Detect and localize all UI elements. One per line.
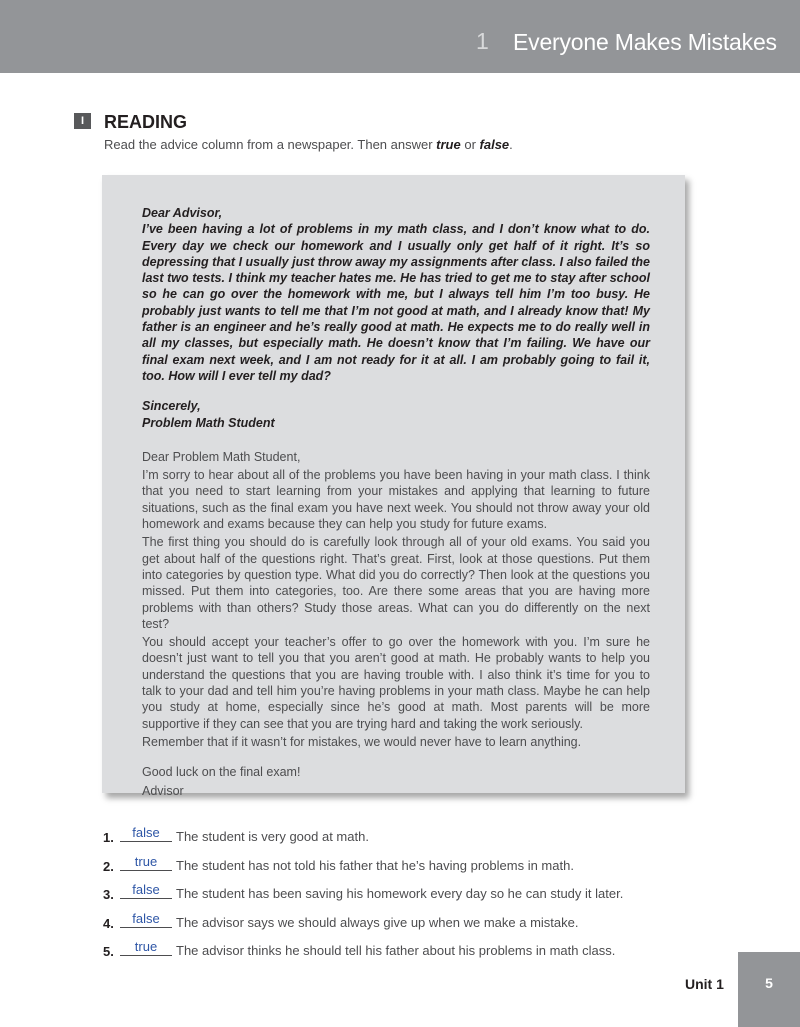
page-number-tab	[738, 952, 800, 1027]
letter-closing: Sincerely,	[142, 399, 201, 414]
answer-text: false	[132, 882, 160, 897]
section-badge: I	[74, 113, 91, 129]
answer-blank[interactable]	[120, 824, 172, 842]
reply-section	[142, 449, 650, 799]
question-number: 3.	[103, 887, 114, 902]
question-item	[103, 853, 703, 882]
true-false-questions	[103, 824, 703, 967]
instructions-true: true	[436, 137, 461, 152]
advice-column-content	[142, 205, 650, 801]
question-item	[103, 881, 703, 910]
question-statement: The student has not told his father that he’s having problems in math.	[176, 857, 574, 873]
instructions-or: or	[460, 137, 480, 152]
unit-title: Everyone Makes Mistakes	[513, 29, 777, 55]
answer-blank[interactable]	[120, 881, 172, 899]
letter-signature: Problem Math Student	[142, 415, 275, 430]
instructions	[104, 137, 513, 152]
question-number: 1.	[103, 830, 114, 845]
footer-unit-label: Unit 1	[685, 976, 724, 992]
question-statement: The advisor thinks he should tell his father about his problems in math class.	[176, 943, 616, 958]
question-statement: The student has been saving his homework every day so he can study it later.	[176, 886, 624, 901]
question-item	[103, 938, 703, 967]
unit-number: 1	[476, 28, 489, 54]
answer-text: true	[134, 853, 158, 869]
reply-paragraph: I’m sorry to hear about all of the problems you have been having in your math class. I think that you need to start learning from your mistakes and applying that learning to future situations, such as the final exam you have next week. You should not throw away your old homework and exams because they can help you study for future exams.	[142, 468, 650, 532]
reply-greeting: Dear Problem Math Student,	[142, 449, 301, 464]
letter-body: I’ve been having a lot of problems in my math class, and I don’t know what to do. Every day we check our homework and I usually only get half of it right. It’s so depressing that I usually just throw away my assignments after class. I also failed the last two tests. I think my teacher hates me. He has tried to get me to stay after school so he can go over the homework with me, but I always tell him I’m too busy. He probably just wants to tell me that I’m not good at math, and I already know that! My father is an engineer and he’s really good at math. He expects me to do really well in all my classes, but especially math. He doesn’t know that I’m failing. We have our final exam next week, and I am not ready for it at all. I am probably going to fail it, too. How will I ever tell my dad?	[142, 222, 650, 383]
reply-closing: Good luck on the final exam!	[142, 765, 301, 780]
question-number: 4.	[103, 915, 114, 931]
reply-signature: Advisor	[142, 783, 184, 798]
answer-blank[interactable]	[120, 938, 172, 956]
answer-blank[interactable]	[120, 853, 172, 871]
answer-text: false	[132, 910, 160, 926]
page-number: 5	[765, 975, 773, 991]
page-header	[0, 0, 800, 73]
section-title: READING	[104, 112, 188, 132]
answer-text: true	[134, 939, 158, 954]
question-number: 2.	[103, 858, 114, 874]
reply-paragraph: You should accept your teacher’s offer to go over the homework with you. I’m sure he doesn’t just want to tell you that you aren’t good at math. He probably wants to help you understand the questions that you are having trouble with. I also think it’s time for you to talk to your dad and tell him you’re having problems in your math class. Maybe he can help you study at home, especially since he’s good at math. Most parents will be more supportive if they can see that you are trying hard and taking the work seriously.	[142, 635, 650, 731]
question-item	[103, 824, 703, 853]
answer-text: false	[132, 825, 160, 840]
question-item	[103, 910, 703, 939]
question-statement: The student is very good at math.	[176, 829, 369, 844]
letter-greeting: Dear Advisor,	[142, 206, 223, 220]
reply-paragraph: Remember that if it wasn’t for mistakes, we would never have to learn anything.	[142, 734, 582, 749]
advice-column-box	[102, 175, 685, 798]
answer-blank[interactable]	[120, 910, 172, 928]
instructions-text: Read the advice column from a newspaper. Then answer	[104, 137, 437, 152]
question-number: 5.	[103, 944, 114, 959]
instructions-false: false	[479, 137, 510, 152]
question-statement: The advisor says we should always give up when we make a mistake.	[176, 914, 579, 930]
reply-paragraph: The first thing you should do is carefully look through all of your old exams. You said you get about half of the questions right. That’s great. First, look at those questions. Put them into categories by question type. What did you do correctly? Then look at the questions you missed. Put them into categories, too. Are there some areas that you are having more problems with than others? Study those areas. What can you do differently on the next test?	[142, 535, 650, 631]
instructions-end: .	[509, 137, 513, 152]
